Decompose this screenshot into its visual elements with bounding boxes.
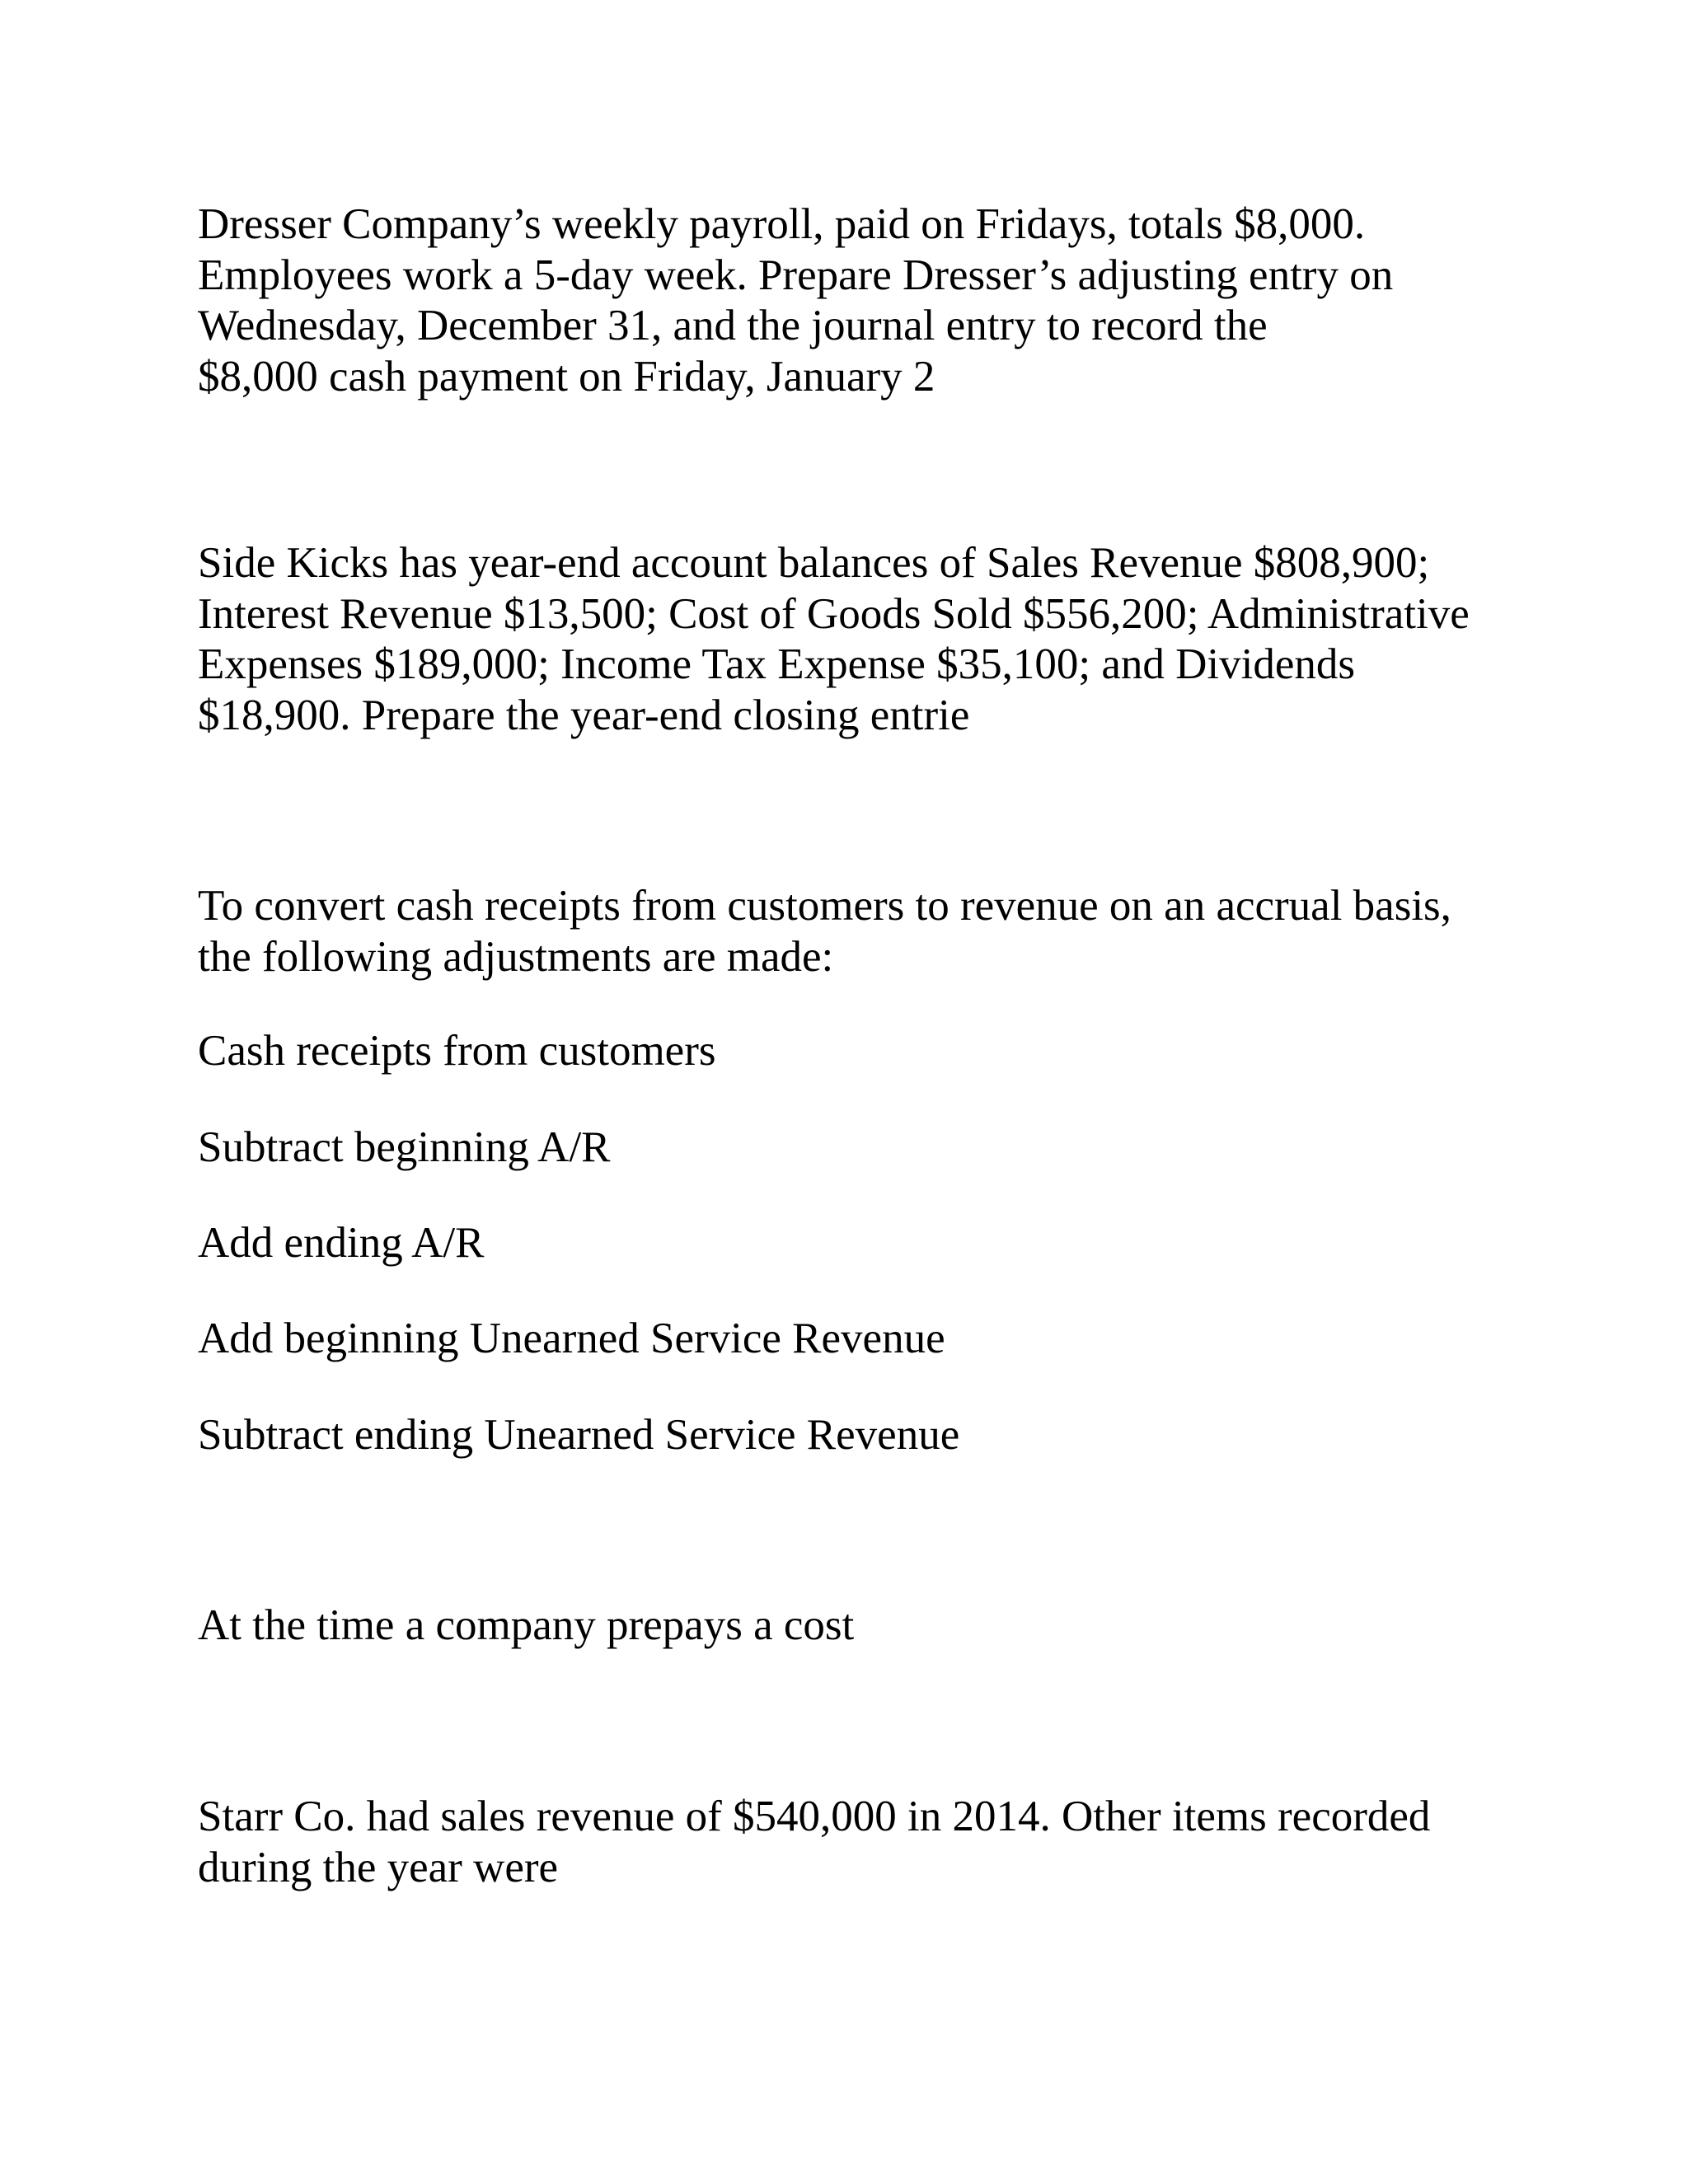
paragraph-line: Interest Revenue $13,500; Cost of Goods Sold $556,200; Administrative — [198, 589, 1470, 638]
adjustment-item: Add ending A/R — [198, 1219, 485, 1267]
paragraph-line: $8,000 cash payment on Friday, January 2 — [198, 352, 935, 401]
prepaid-cost-question: At the time a company prepays a cost — [198, 1601, 855, 1649]
paragraph-line: during the year were — [198, 1843, 559, 1891]
payroll-question-paragraph — [198, 199, 1533, 402]
adjustment-item: Add beginning Unearned Service Revenue — [198, 1315, 945, 1362]
paragraph-line: To convert cash receipts from customers to revenue on an accrual basis, — [198, 882, 1451, 930]
paragraph-line: Expenses $189,000; Income Tax Expense $35,100; and Dividends — [198, 640, 1355, 688]
adjustment-item: Subtract ending Unearned Service Revenue — [198, 1411, 960, 1459]
closing-entries-question-paragraph — [198, 538, 1533, 741]
paragraph-line: Starr Co. had sales revenue of $540,000 in 2014. Other items recorded — [198, 1793, 1431, 1840]
paragraph-line: Side Kicks has year-end account balances of Sales Revenue $808,900; — [198, 539, 1430, 587]
paragraph-line: Dresser Company’s weekly payroll, paid on Fridays, totals $8,000. — [198, 200, 1366, 248]
paragraph-line: the following adjustments are made: — [198, 932, 834, 981]
paragraph-line: Wednesday, December 31, and the journal entry to record the — [198, 302, 1268, 349]
paragraph-line: Employees work a 5-day week. Prepare Dresser’s adjusting entry on — [198, 251, 1394, 299]
adjustment-item: Cash receipts from customers — [198, 1027, 716, 1075]
accrual-conversion-paragraph — [198, 881, 1533, 982]
starr-co-question-paragraph — [198, 1792, 1533, 1893]
paragraph-line: $18,900. Prepare the year-end closing entrie — [198, 691, 970, 739]
adjustment-item: Subtract beginning A/R — [198, 1123, 611, 1171]
